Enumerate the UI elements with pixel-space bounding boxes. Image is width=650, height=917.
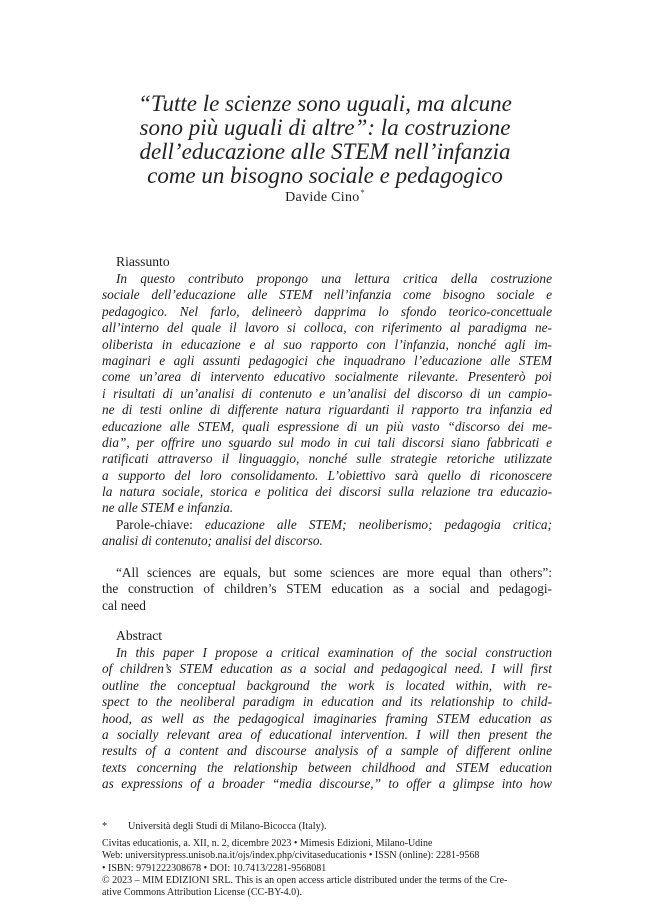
riassunto-line: oliberista in educazione e al suo rapporto con l’infanzia, nonché agli im- bbox=[102, 336, 552, 352]
riassunto-line: maginari e agli assunti pedagogici che inquadrano l’educazione alle STEM bbox=[102, 352, 552, 368]
publication-info-line: ative Commons Attribution License (CC-BY-4.0). bbox=[102, 887, 302, 899]
keywords-line bbox=[102, 517, 552, 533]
riassunto-line: ne di testi online di differente natura riguardanti il rapporto tra infanzia ed bbox=[102, 402, 552, 418]
riassunto-line: ne alle STEM e infanzia. bbox=[102, 500, 234, 516]
author-line bbox=[0, 188, 650, 206]
publication-info-line: Civitas educationis, a. XII, n. 2, dicembre 2023 • Mimesis Edizioni, Milano-Udine bbox=[102, 838, 433, 849]
abstract-line: In this paper I propose a critical examination of the social construction bbox=[116, 645, 552, 660]
riassunto-line: pedagogico. Nel farlo, delineerò dapprima lo sfondo teorico-concettuale bbox=[102, 303, 552, 319]
keywords-label: Parole-chiave: bbox=[116, 516, 193, 532]
riassunto-line: dia”, per offrire uno sguardo sul modo in cui tali discorsi siano fabbricati e bbox=[102, 434, 552, 450]
riassunto-heading: Riassunto bbox=[116, 254, 170, 269]
riassunto-line: la natura sociale, storica e politica dei discorsi sulla relazione tra educazio- bbox=[102, 484, 552, 500]
riassunto-line: a supporto del loro consolidamento. L’obiettivo sarà quello di riconoscere bbox=[102, 467, 552, 483]
affiliation-footnote bbox=[102, 821, 552, 832]
abstract-line: results of a content and discourse analysis of a sample of different online bbox=[102, 743, 552, 759]
riassunto-line: educazione alle STEM, quali espressione di un più vasto “discorso dei me- bbox=[102, 418, 552, 434]
english-title-line: “All sciences are equals, but some sciences are more equal than others”: bbox=[116, 565, 552, 580]
footnote-text: Università degli Studi di Milano-Bicocca (Italy). bbox=[128, 821, 327, 832]
abstract-body bbox=[102, 645, 552, 793]
riassunto-line: i risultati di un’analisi di contenuto e un’analisi del discorso di un campio- bbox=[102, 385, 552, 401]
publication-info bbox=[102, 838, 554, 899]
publication-info-line: Web: universitypress.unisob.na.it/ojs/index.php/civitaseducationis • ISSN (online): 2281-9568 bbox=[102, 850, 480, 862]
abstract-line: texts concerning the relationship between childhood and STEM education bbox=[102, 759, 552, 775]
abstract-line: hood, as well as the pedagogical imaginaries framing STEM education as bbox=[102, 710, 552, 726]
riassunto-body bbox=[102, 271, 552, 550]
title-line: sono più uguali di altre”: la costruzione bbox=[139, 115, 511, 140]
english-title-line: the construction of children’s STEM education as a social and pedagogi- bbox=[102, 581, 552, 597]
title-line: “Tutte le scienze sono uguali, ma alcune bbox=[138, 91, 512, 116]
riassunto-line: In questo contributo propongo una lettura critica della costruzione bbox=[116, 271, 552, 286]
abstract-line: as expressions of a broader “media discourse,” to offer a glimpse into how bbox=[102, 776, 552, 792]
publication-info-line: © 2023 – MIM EDIZIONI SRL. This is an open access article distributed under the terms of the Cre- bbox=[102, 874, 508, 886]
abstract-line: spect to the neoliberal paradigm in education and its relationship to child- bbox=[102, 694, 552, 710]
abstract-line: outline the conceptual background the work is located within, with re- bbox=[102, 677, 552, 693]
riassunto-line: come un’area di intervento educativo socialmente rilevante. Presenterò poi bbox=[102, 369, 552, 385]
abstract-line: of children’s STEM education as a social and pedagogical need. I will first bbox=[102, 661, 552, 677]
abstract-line: a socially relevant area of educational intervention. I will then present the bbox=[102, 726, 552, 742]
riassunto-line: ratificati attraverso il linguaggio, nonché sulle strategie retoriche utilizzate bbox=[102, 451, 552, 467]
english-title bbox=[102, 565, 552, 614]
english-title-line: cal need bbox=[102, 597, 146, 613]
footnote-mark: * bbox=[102, 821, 108, 832]
keywords-list: educazione alle STEM; neoliberismo; pedagogia critica; bbox=[204, 516, 552, 532]
author-name: Davide Cino bbox=[285, 190, 360, 205]
publication-info-line: • ISBN: 9791222308678 • DOI: 10.7413/2281-9568081 bbox=[102, 862, 327, 874]
keywords-line: analisi di contenuto; analisi del discorso. bbox=[102, 533, 323, 549]
article-title bbox=[100, 92, 550, 188]
abstract-heading: Abstract bbox=[116, 628, 163, 643]
author-footnote-mark: * bbox=[360, 188, 365, 197]
title-line: dell’educazione alle STEM nell’infanzia bbox=[139, 139, 511, 164]
riassunto-line: sociale dell’educazione alle STEM nell’infanzia come bisogno sociale e bbox=[102, 287, 552, 303]
title-line: come un bisogno sociale e pedagogico bbox=[147, 163, 503, 188]
riassunto-line: all’interno del quale il lavoro si colloca, con riferimento al paradigma ne- bbox=[102, 320, 552, 336]
